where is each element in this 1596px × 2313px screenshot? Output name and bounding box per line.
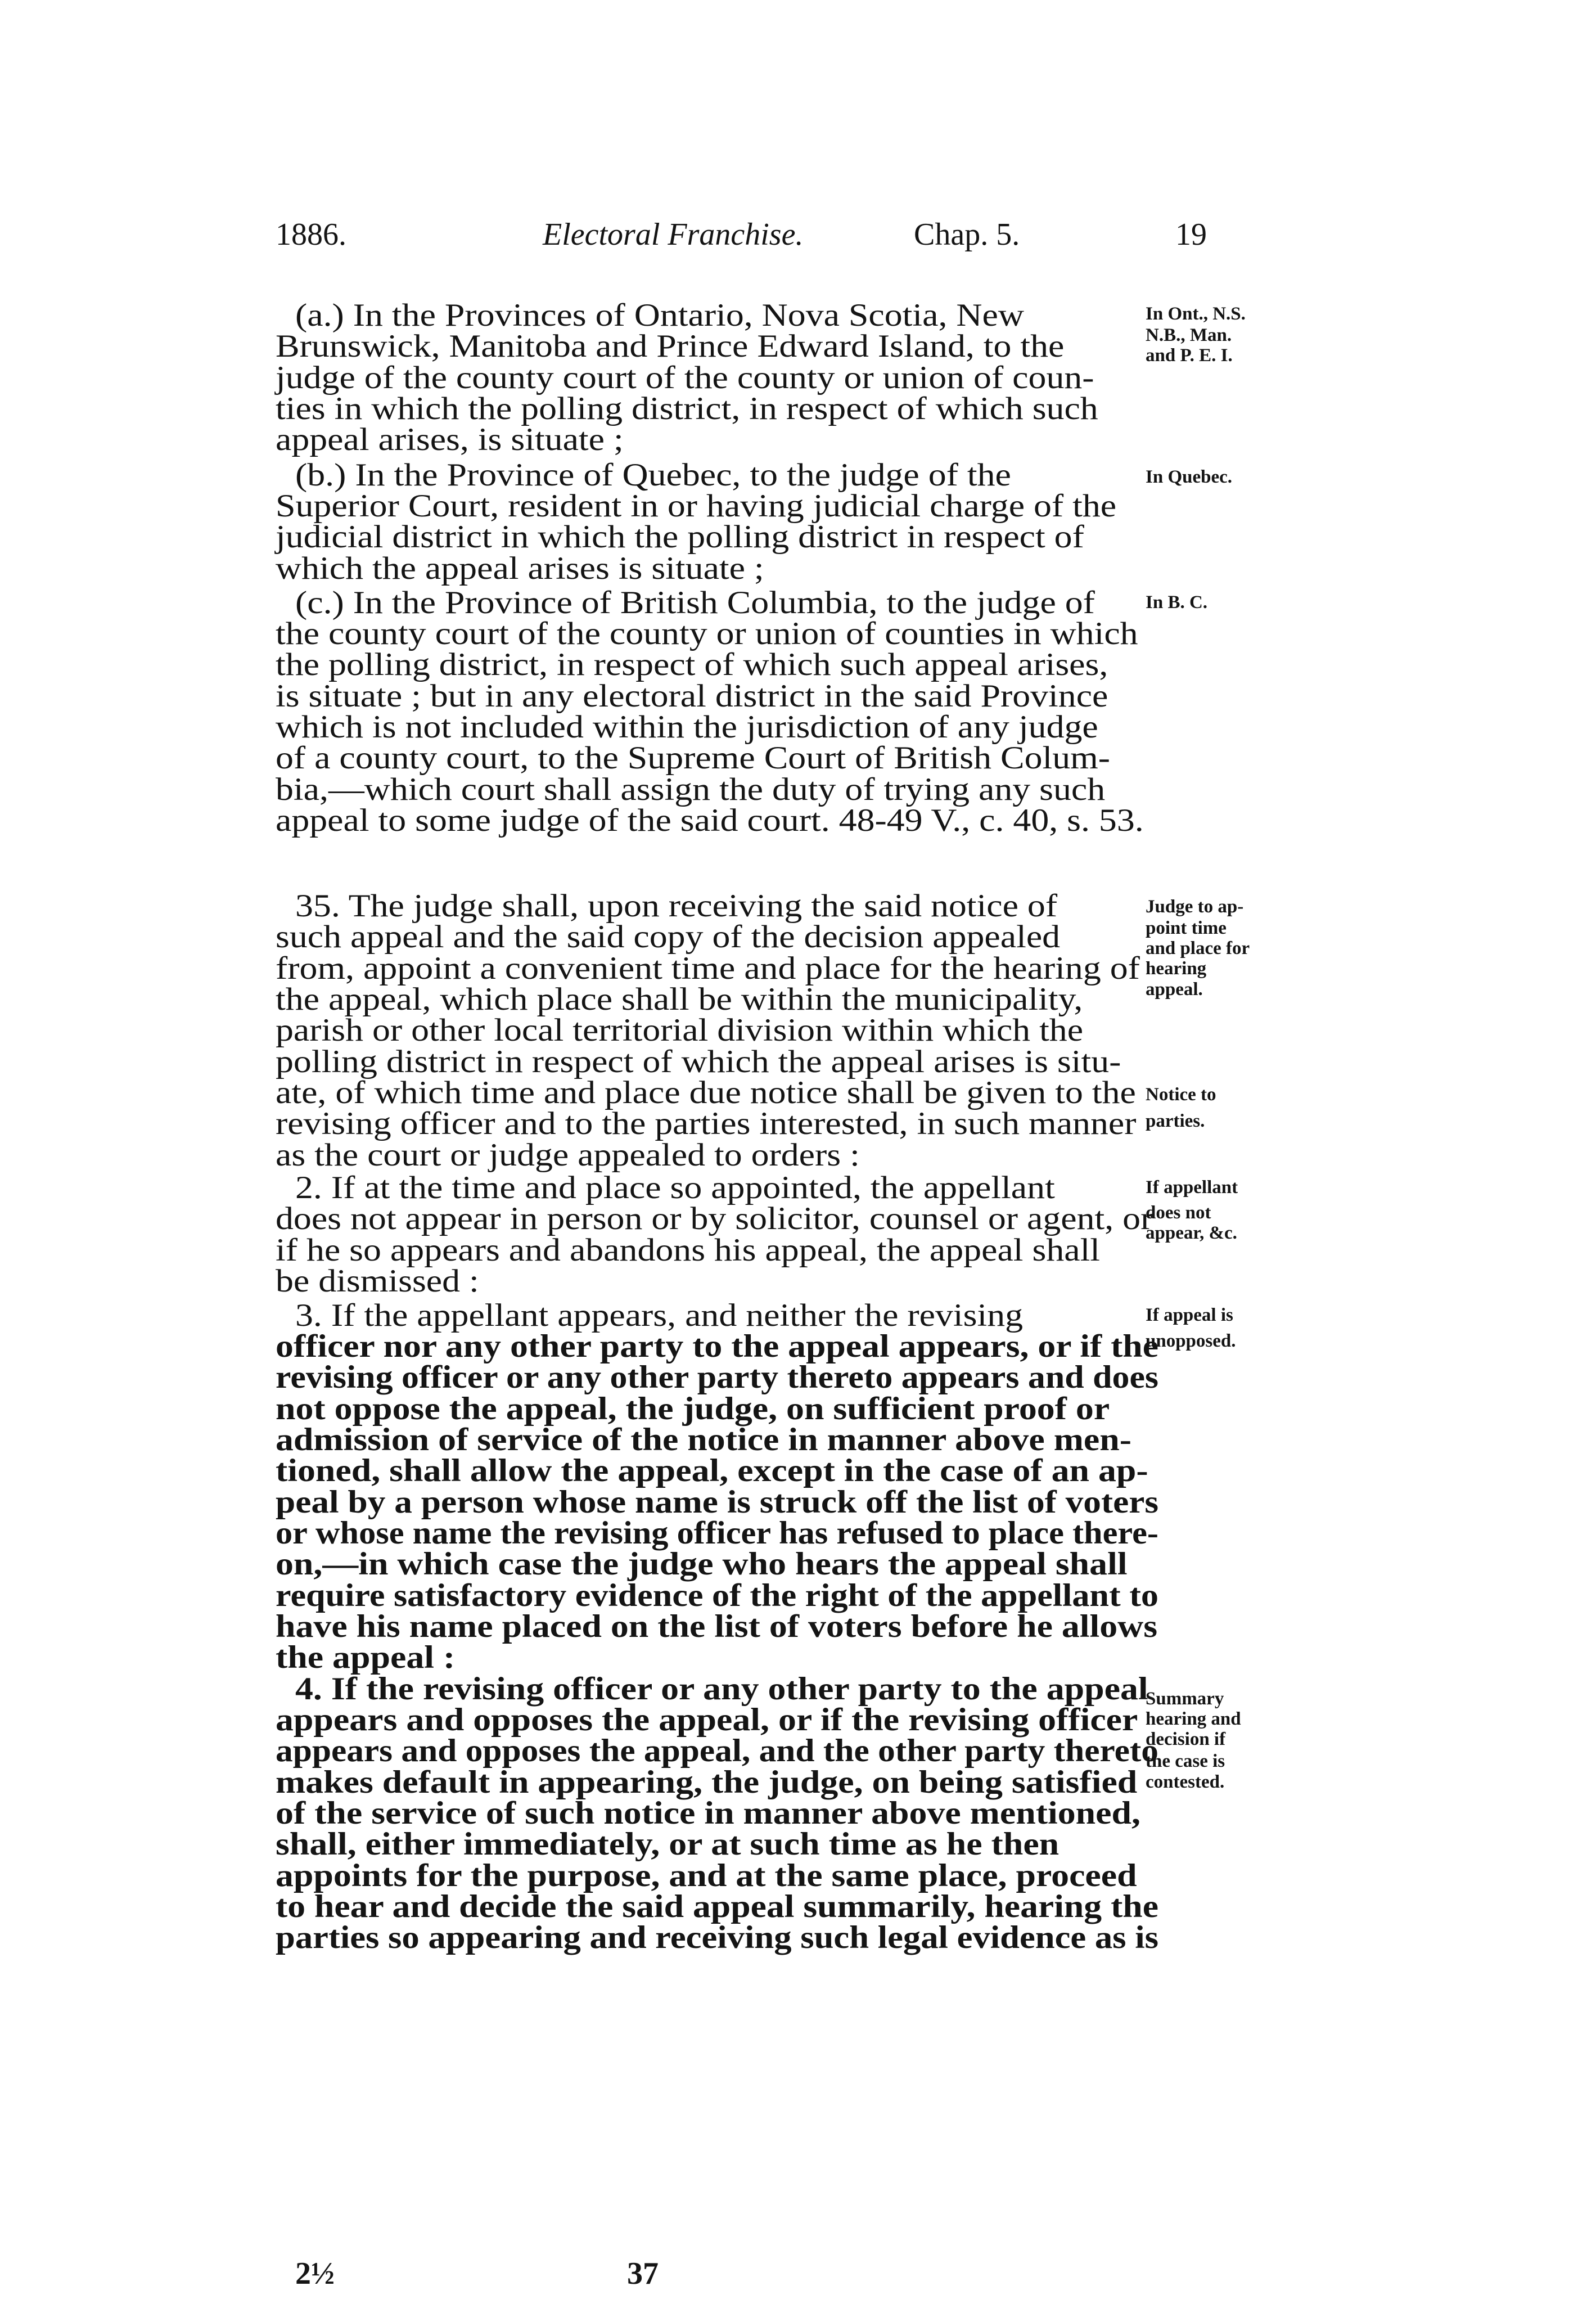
body-line: polling district in respect of which the appeal arises is situ- <box>276 1044 1121 1079</box>
body-line: appeal arises, is situate ; <box>276 422 624 457</box>
margin-note: In Quebec. <box>1146 467 1233 487</box>
body-line: makes default in appearing, the judge, on being satisfied <box>276 1765 1138 1800</box>
body-line: if he so appears and abandons his appeal, the appeal shall <box>276 1232 1101 1268</box>
margin-note: the case is <box>1146 1751 1225 1771</box>
margin-note: Notice to <box>1146 1084 1216 1105</box>
margin-note: unopposed. <box>1146 1331 1236 1351</box>
margin-note: If appeal is <box>1146 1305 1233 1325</box>
body-line: officer nor any other party to the appeal appears, or if the <box>276 1329 1158 1364</box>
section-35-line: 35. The judge shall, upon receiving the said notice of <box>295 888 1058 924</box>
body-line: or whose name the revising officer has refused to place there- <box>276 1515 1158 1551</box>
footer-signature-mark: 2½ <box>295 2256 335 2291</box>
body-line: (b.) In the Province of Quebec, to the judge of the <box>295 457 1011 493</box>
margin-note: hearing <box>1146 958 1207 979</box>
body-line: parish or other local territorial division within which the <box>276 1012 1084 1048</box>
body-line: revising officer and to the parties interested, in such manner <box>276 1106 1137 1141</box>
body-line: ties in which the polling district, in respect of which such <box>276 391 1098 426</box>
body-line: not oppose the appeal, the judge, on sufficient proof or <box>276 1391 1110 1426</box>
body-line: 3. If the appellant appears, and neither the revising <box>295 1298 1024 1333</box>
margin-note: does not <box>1146 1203 1211 1223</box>
body-line: the polling district, in respect of which such appeal arises, <box>276 647 1108 682</box>
margin-note: parties. <box>1146 1111 1205 1131</box>
body-line: shall, either immediately, or at such time as he then <box>276 1826 1060 1862</box>
body-line: is situate ; but in any electoral district in the said Province <box>276 678 1108 714</box>
margin-note: appear, &c. <box>1146 1223 1237 1243</box>
body-line: does not appear in person or by solicitor, counsel or agent, or <box>276 1201 1153 1236</box>
body-line: which the appeal arises is situate ; <box>276 551 764 586</box>
margin-note: and place for <box>1146 938 1250 958</box>
body-line: appoints for the purpose, and at the same place, proceed <box>276 1858 1137 1893</box>
body-line: have his name placed on the list of voters before he allows <box>276 1609 1158 1644</box>
body-line: on,—in which case the judge who hears the appeal shall <box>276 1546 1128 1582</box>
body-line: 2. If at the time and place so appointed, the appellant <box>295 1170 1055 1205</box>
margin-note: hearing and <box>1146 1709 1241 1729</box>
body-line: Superior Court, resident in or having judicial charge of the <box>276 488 1117 524</box>
body-line: revising officer or any other party thereto appears and does <box>276 1360 1158 1395</box>
body-line: Brunswick, Manitoba and Prince Edward Island, to the <box>276 328 1065 364</box>
footer-page-ref: 37 <box>627 2256 659 2291</box>
body-line: appeal to some judge of the said court. 48-49 V., c. 40, s. 53. <box>276 803 1144 838</box>
body-line: ate, of which time and place due notice shall be given to the <box>276 1075 1136 1110</box>
header-page-number: 19 <box>1175 217 1207 252</box>
margin-note: decision if <box>1146 1729 1226 1749</box>
header-chapter: Chap. 5. <box>914 217 1020 252</box>
body-line: be dismissed : <box>276 1263 479 1299</box>
margin-note: In Ont., N.S. <box>1146 304 1246 324</box>
body-line: tioned, shall allow the appeal, except in the case of an ap- <box>276 1453 1148 1488</box>
header-year: 1886. <box>276 217 346 252</box>
body-line: as the court or judge appealed to orders : <box>276 1137 860 1173</box>
body-line: appears and opposes the appeal, and the other party thereto <box>276 1733 1158 1768</box>
margin-note: If appellant <box>1146 1177 1238 1198</box>
body-line: such appeal and the said copy of the decision appealed <box>276 919 1061 955</box>
body-line: to hear and decide the said appeal summarily, hearing the <box>276 1889 1158 1924</box>
body-line: require satisfactory evidence of the right of the appellant to <box>276 1578 1158 1613</box>
body-line: bia,—which court shall assign the duty of trying any such <box>276 772 1106 807</box>
margin-note: In B. C. <box>1146 592 1208 613</box>
body-line: which is not included within the jurisdiction of any judge <box>276 709 1098 745</box>
body-line: peal by a person whose name is struck off the list of voters <box>276 1484 1158 1520</box>
body-line: judge of the county court of the county or union of coun- <box>276 360 1094 395</box>
body-line: from, appoint a convenient time and place for the hearing of <box>276 951 1140 986</box>
margin-note: appeal. <box>1146 979 1203 1000</box>
margin-note: point time <box>1146 918 1227 938</box>
margin-note: contested. <box>1146 1772 1225 1792</box>
body-line: 4. If the revising officer or any other party to the appeal <box>295 1671 1148 1707</box>
body-line: judicial district in which the polling district in respect of <box>276 519 1084 555</box>
body-line: the appeal : <box>276 1640 456 1675</box>
margin-note: Summary <box>1146 1689 1224 1709</box>
body-line: (c.) In the Province of British Columbia, to the judge of <box>295 585 1095 620</box>
body-line: appears and opposes the appeal, or if the revising officer <box>276 1702 1138 1738</box>
body-line: the county court of the county or union of counties in which <box>276 616 1138 651</box>
body-line: the appeal, which place shall be within the municipality, <box>276 982 1083 1017</box>
body-line: admission of service of the notice in manner above men- <box>276 1422 1131 1457</box>
body-line: parties so appearing and receiving such legal evidence as is <box>276 1920 1158 1955</box>
body-line: (a.) In the Provinces of Ontario, Nova Scotia, New <box>295 298 1024 333</box>
margin-note: N.B., Man. <box>1146 325 1232 345</box>
header-title: Electoral Franchise. <box>543 217 804 252</box>
body-line: of a county court, to the Supreme Court of British Colum- <box>276 740 1111 776</box>
body-line: of the service of such notice in manner above mentioned, <box>276 1796 1140 1831</box>
margin-note: Judge to ap- <box>1146 897 1244 917</box>
margin-note: and P. E. I. <box>1146 345 1233 366</box>
